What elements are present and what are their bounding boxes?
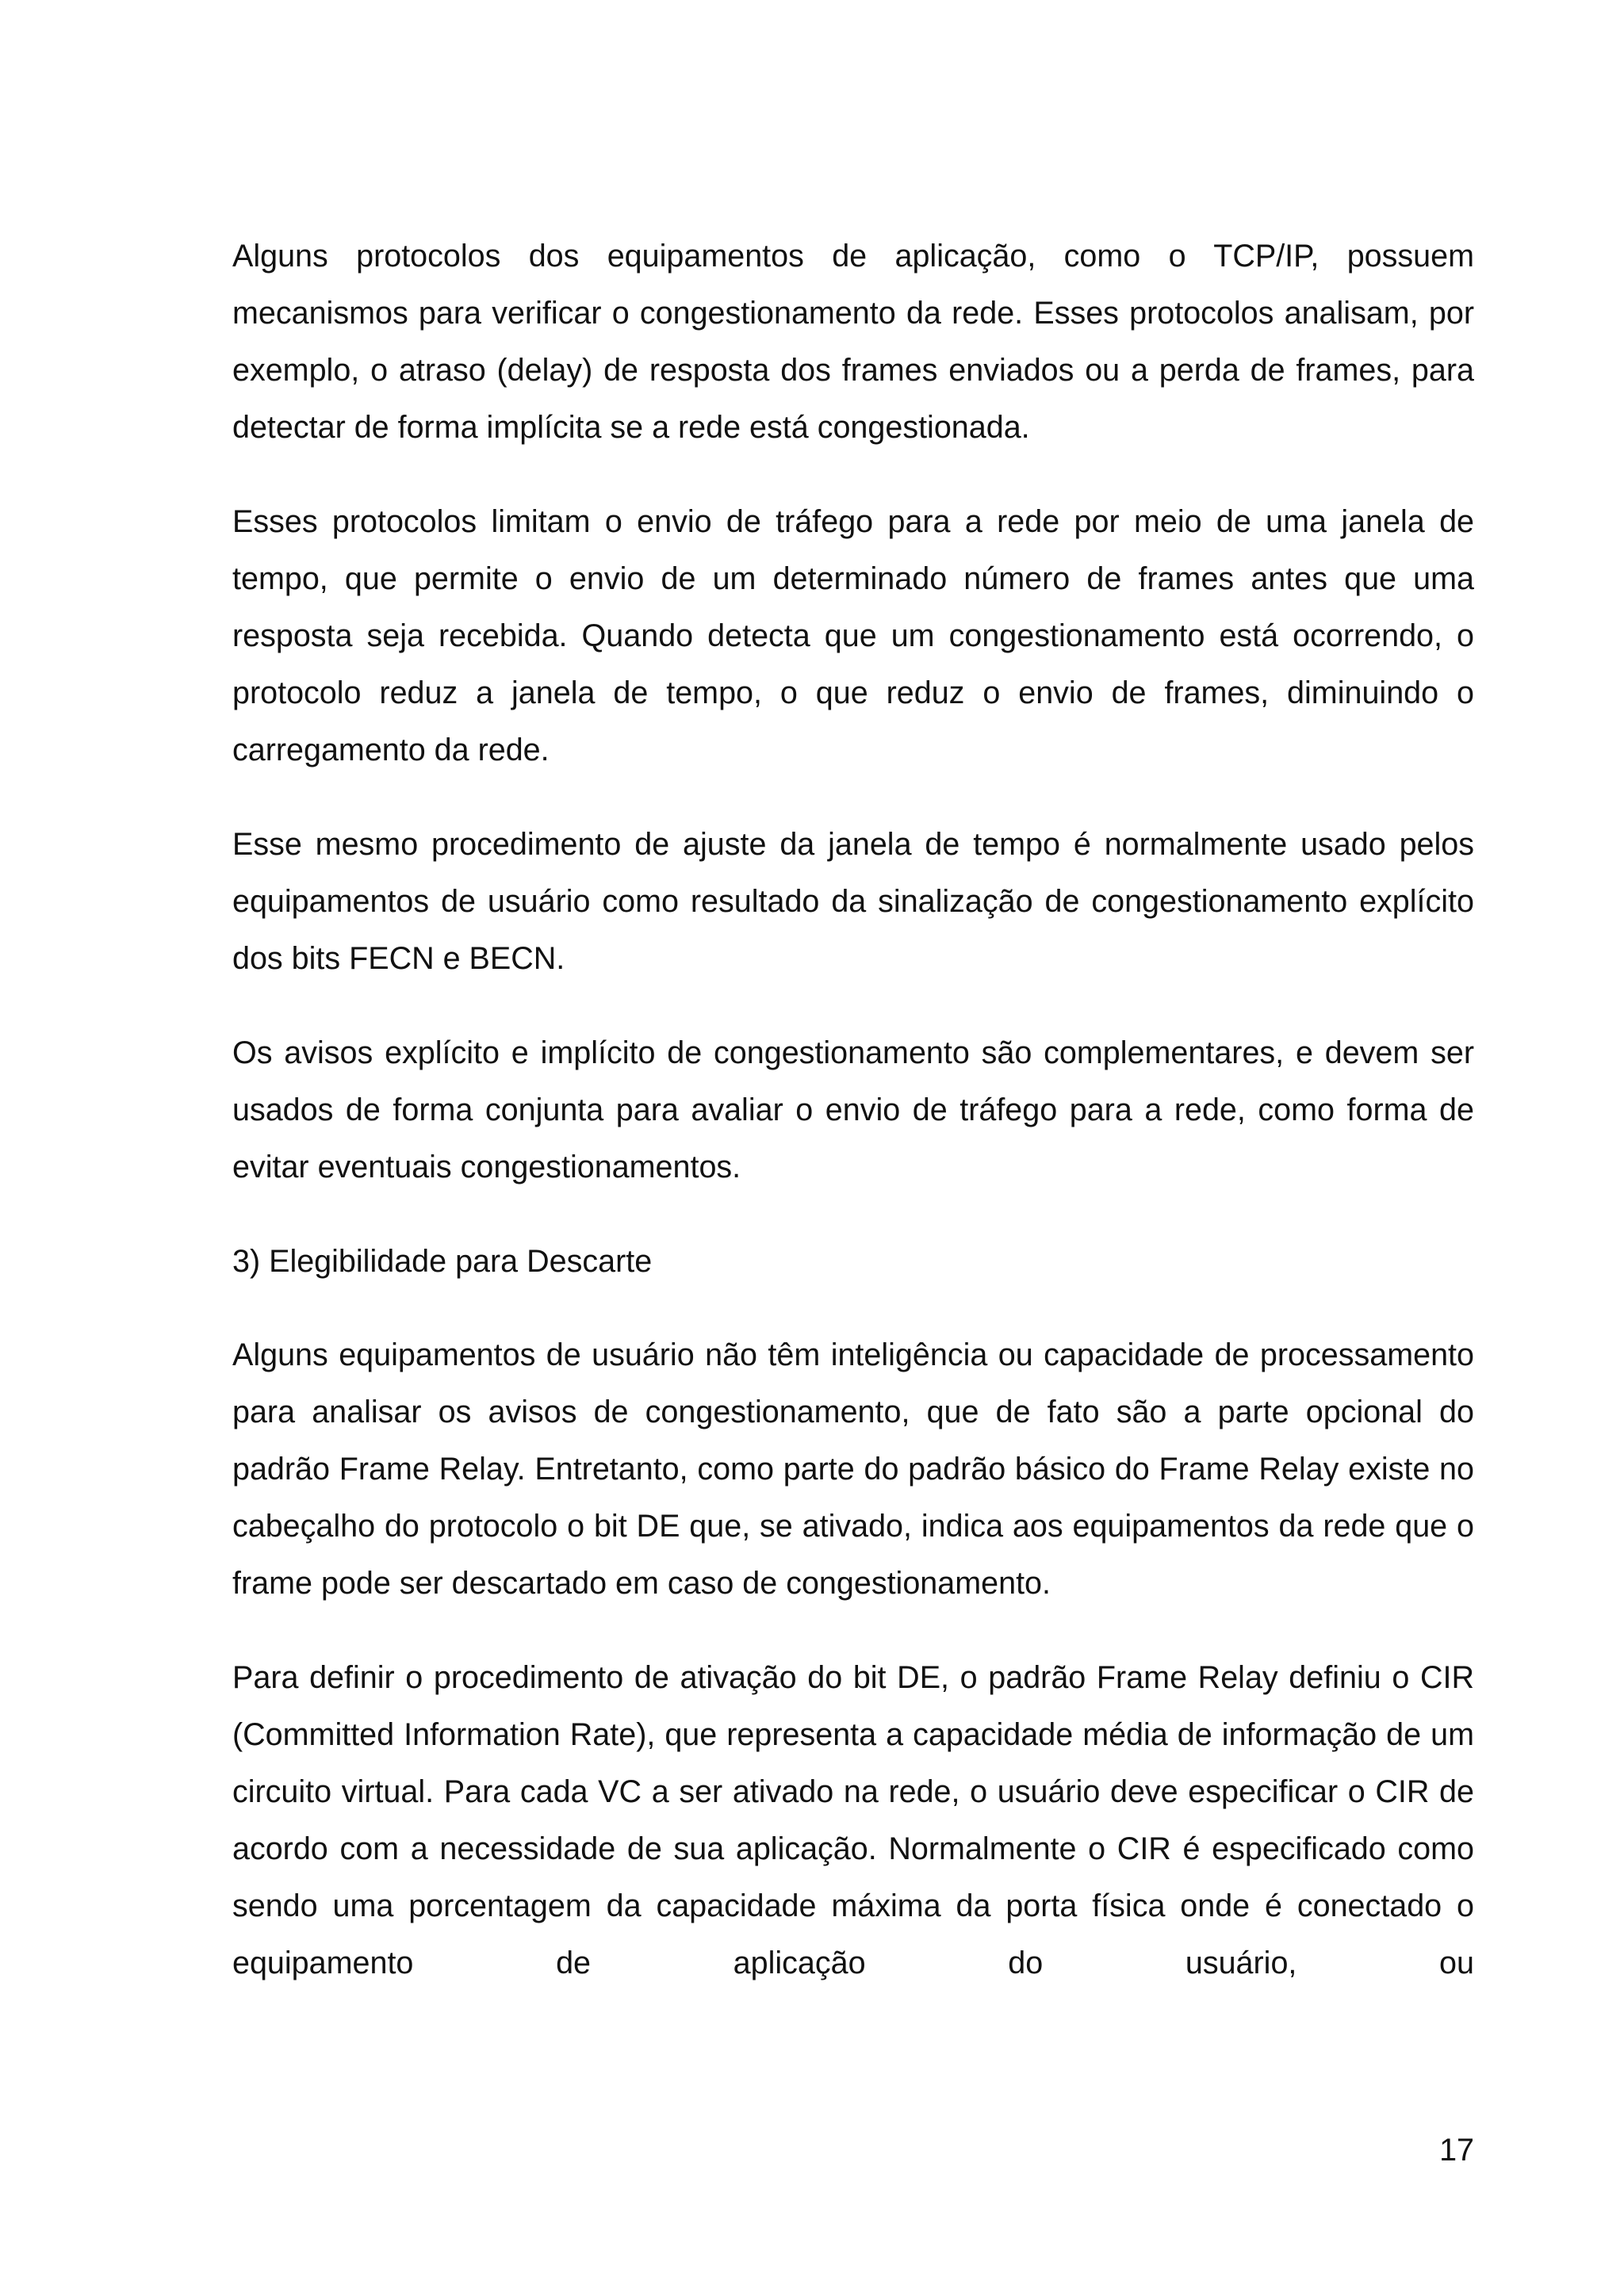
- section-heading-discard-eligibility: 3) Elegibilidade para Descarte: [232, 1244, 653, 1279]
- page-body: [232, 228, 1474, 1992]
- page-number: 17: [1439, 2133, 1474, 2168]
- paragraph-de-bit: Alguns equipamentos de usuário não têm inteligência ou capacidade de processamento para analisar os avisos de congestionamento, que de fato são a parte opcional do padrão Frame Relay. Entretanto, como parte do padrão básico do Frame Relay existe no cabeçalho do protocolo o bit DE que, se ativado, indica aos equipamentos da rede que o frame pode ser descartado em caso de congestionamento.: [232, 1337, 1474, 1601]
- paragraph-cir: Para definir o procedimento de ativação do bit DE, o padrão Frame Relay definiu o CIR (Committed Information Rate), que representa a capacidade média de informação de um circuito virtual. Para cada VC a ser ativado na rede, o usuário deve especificar o CIR de acordo com a necessidade de sua aplicação. Normalmente o CIR é especificado como sendo uma porcentagem da capacidade máxima da porta física onde é conectado o equipamento de aplicação do usuário, ou: [232, 1660, 1474, 1980]
- paragraph-time-window: Esses protocolos limitam o envio de tráfego para a rede por meio de uma janela de tempo, que permite o envio de um determinado número de frames antes que uma resposta seja recebida. Quando detecta que um congestionamento está ocorrendo, o protocolo reduz a janela de tempo, o que reduz o envio de frames, diminuindo o carregamento da rede.: [232, 504, 1474, 767]
- paragraph-explicit-implicit-warnings: Os avisos explícito e implícito de congestionamento são complementares, e devem ser usados de forma conjunta para avaliar o envio de tráfego para a rede, como forma de evitar eventuais congestionamentos.: [232, 1035, 1474, 1184]
- paragraph-fecn-becn: Esse mesmo procedimento de ajuste da janela de tempo é normalmente usado pelos equipamentos de usuário como resultado da sinalização de congestionamento explícito dos bits FECN e BECN.: [232, 827, 1474, 976]
- paragraph-tcp-ip-congestion: Alguns protocolos dos equipamentos de aplicação, como o TCP/IP, possuem mecanismos para verificar o congestionamento da rede. Esses protocolos analisam, por exemplo, o atraso (delay) de resposta dos frames enviados ou a perda de frames, para detectar de forma implícita se a rede está congestionada.: [232, 239, 1474, 445]
